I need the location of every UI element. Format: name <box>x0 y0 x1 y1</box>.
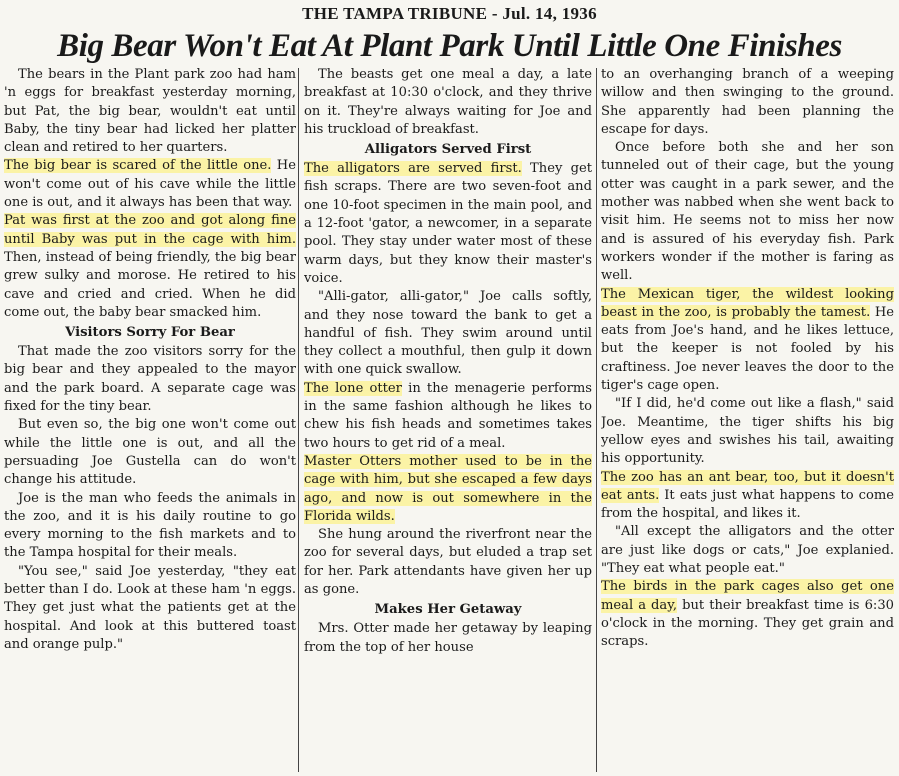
paragraph <box>601 286 894 396</box>
paragraph-text: but their breakfast time is 6:30 o'clock in the morning. They get grain and scraps. <box>601 597 894 650</box>
paragraph-text: Then, instead of being friendly, the big bear grew sulky and morose. He retired to his cave and cried and cried. When he did come out, the baby bear smacked him. <box>4 249 296 320</box>
subheading: Alligators Served First <box>364 142 532 158</box>
column-divider <box>596 68 597 772</box>
article-column-1 <box>4 66 296 774</box>
highlighted-text: The big bear is scared of the little one. <box>4 158 272 174</box>
paragraph <box>601 469 894 524</box>
paragraph <box>4 157 296 212</box>
masthead: THE TAMPA TRIBUNE - Jul. 14, 1936 <box>302 4 597 23</box>
paragraph <box>601 578 894 651</box>
article-column-2 <box>304 66 592 774</box>
paragraph: She hung around the riverfront near the zoo for several days, but eluded a trap set for her. Park attendants have given her up as gone. <box>304 527 592 598</box>
paragraph: Once before both she and her son tunneled out of their cage, but the young otter was caught in a park sewer, and the mother was nabbed when she went back to visit him. He seems not to miss her now and is assured of his everyday fish. Park workers wonder if the mother is faring as well. <box>601 140 894 284</box>
article-column-3 <box>601 66 894 774</box>
paragraph <box>304 160 592 288</box>
paragraph <box>304 453 592 526</box>
highlighted-text: The zoo has an ant bear, too, but it doesn't eat ants. <box>601 469 894 503</box>
paragraph: But even so, the big one won't come out while the little one is out, and all the persuading Joe Gustella can do won't change his attitude. <box>4 417 296 488</box>
paragraph: That made the zoo visitors sorry for the big bear and they appealed to the mayor and the park board. A separate cage was fixed for the tiny bear. <box>4 344 296 415</box>
subheading: Visitors Sorry For Bear <box>65 325 235 341</box>
paragraph: "You see," said Joe yesterday, "they eat better than I do. Look at these ham 'n eggs. They get just what the patients get at the hospital. And look at this buttered toast and orange pulp." <box>4 563 296 652</box>
subheading: Makes Her Getaway <box>374 602 522 618</box>
paragraph <box>4 212 296 322</box>
paragraph-text: in the menagerie performs in the same fashion although he likes to chew his fish heads and sometimes takes two hours to get rid of a meal. <box>304 380 592 451</box>
highlighted-text: The birds in the park cages also get one meal a day, <box>601 579 894 613</box>
highlighted-text: Pat was first at the zoo and got along fine until Baby was put in the cage with him. <box>4 213 296 247</box>
paragraph: Joe is the man who feeds the animals in the zoo, and it is his daily routine to go every morning to the fish markets and to the Tampa hospital for their meals. <box>4 490 296 561</box>
highlighted-text: The alligators are served first. <box>304 161 522 177</box>
paragraph <box>304 380 592 453</box>
paragraph-text: He won't come out of his cave while the little one is out, and it always has been that way. <box>4 158 296 211</box>
paragraph: "If I did, he'd come out like a flash," said Joe. Meantime, the tiger shifts his big yellow eyes and swishes his tail, awaiting his opportunity. <box>601 396 894 467</box>
paragraph: "Alli-gator, alli-gator," Joe calls softly, and they nose toward the bank to get a handful of fish. They swim around until they collect a mouthful, then gulp it down with one quick swallow. <box>304 289 592 378</box>
paragraph-text: He eats from Joe's hand, and he likes lettuce, but the keeper is not fooled by his craftiness. Joe never leaves the door to the tiger's cage open. <box>601 304 894 394</box>
paragraph-text: It eats just what happens to come from the hospital, and likes it. <box>601 487 894 522</box>
paragraph: to an overhanging branch of a weeping willow and then swinging to the ground. She apparently had been planning the escape for days. <box>601 67 894 137</box>
paragraph: The bears in the Plant park zoo had ham 'n eggs for breakfast yesterday morning, but Pat, the big bear, wouldn't eat until Baby, the tiny bear had licked her platter clean and retired to her quarters. <box>4 67 296 156</box>
highlighted-text: Master Otters mother used to be in the cage with him, but she escaped a few days ago, and now is out somewhere in the Florida wilds. <box>304 453 592 524</box>
column-divider <box>298 68 299 772</box>
highlighted-text: The lone otter <box>304 380 402 396</box>
paragraph-text: They get fish scraps. There are two seven-foot and one 10-foot specimen in the main pool, and a 12-foot 'gator, a newcomer, in a separate pool. They stay under water most of these warm days, but they know their master's voice. <box>304 161 592 286</box>
paragraph: "All except the alligators and the otter are just like dogs or cats," Joe explanied. "They eat what people eat." <box>601 524 894 577</box>
headline: Big Bear Won't Eat At Plant Park Until Little One Finishes <box>57 28 842 64</box>
highlighted-text: The Mexican tiger, the wildest looking beast in the zoo, is probably the tamest. <box>601 286 894 320</box>
paragraph: The beasts get one meal a day, a late breakfast at 10:30 o'clock, and they thrive on it. They're always waiting for Joe and his truckload of breakfast. <box>304 67 592 137</box>
paragraph: Mrs. Otter made her getaway by leaping from the top of her house <box>304 621 592 655</box>
